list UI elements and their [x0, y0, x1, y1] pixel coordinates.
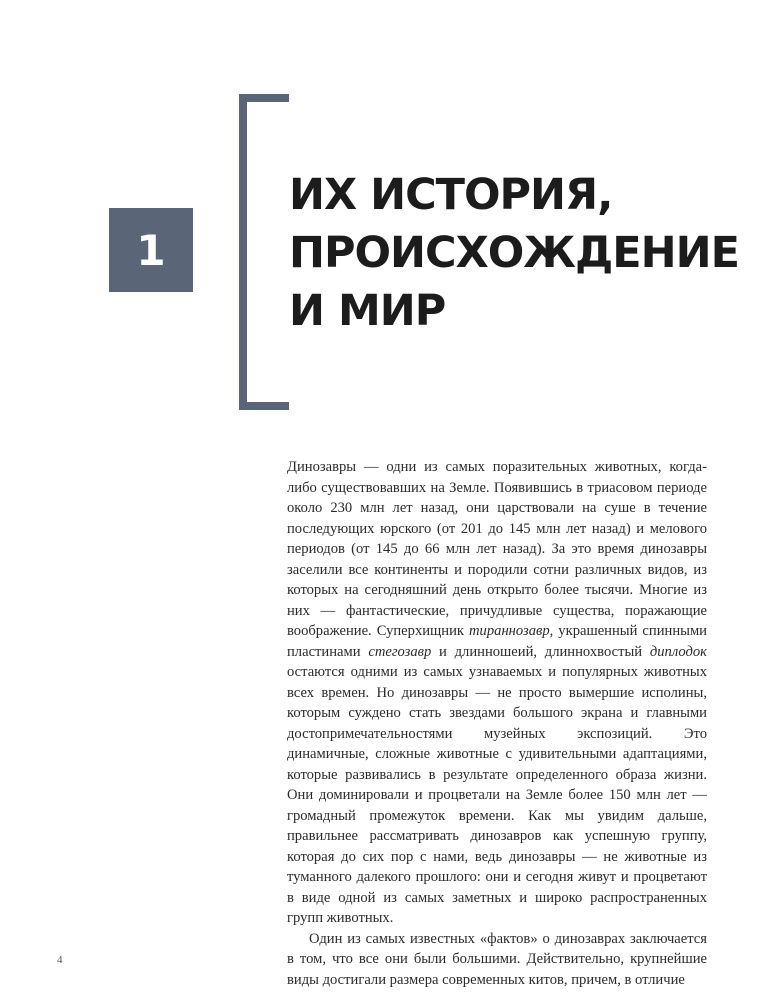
text-run: Динозавры — одни из самых поразительных животных, когда-либо существовавших на Земле. Появившись в триасовом периоде около 230 млн лет назад, они царствовали на суше в течение последующих юрского (от 201 до 145 млн лет назад) и мелового периодов (от 145 до 66 млн лет назад). За это время динозавры заселили все континенты и породили сотни различных видов, из которых на сегодняшний день открыто более тысячи. Многие из них — фантастические, причудливые существа, поражающие воображение. Суперхищник: [287, 459, 707, 639]
italic-term: стегозавр: [368, 643, 432, 660]
text-run: и длинношеий, длиннохвостый: [431, 643, 650, 660]
bracket-bottom: [239, 402, 289, 410]
bracket-top: [239, 94, 289, 102]
paragraph-1: [287, 457, 707, 929]
paragraph-2: Один из самых известных «фактов» о динозаврах заключается в том, что все они были большими. Действительно, крупнейшие виды достигали размера современных китов, причем, в отличие: [287, 930, 707, 988]
bracket-vertical: [239, 94, 247, 410]
italic-term: тираннозавр: [469, 623, 550, 639]
italic-term: диплодок: [649, 643, 707, 660]
chapter-title-line: ПРОИСХОЖДЕНИЕ: [289, 228, 739, 278]
text-run: остаются одними из самых узнаваемых и популярных животных всех времен. Но динозавры — не просто вымершие исполины, которым суждено стать звездами большого экрана и главными достопримечательностями музейных экспозиций. Это динамичные, сложные животные с удивительными адаптациями, которые развивались в результате определенного образа жизни. Они доминировали и процветали на Земле более 150 млн лет — громадный промежуток времени. Как мы увидим дальше, правильнее рассматривать динозавров как успешную группу, которая до сих пор с нами, ведь динозавры — не животные из туманного далекого прошлого: они и сегодня живут и процветают в виде одной из самых заметных и широко распространенных групп животных.: [287, 664, 707, 926]
chapter-title: [289, 166, 749, 340]
chapter-number-box: [109, 208, 193, 292]
chapter-title-line: И МИР: [289, 286, 446, 336]
chapter-number: 1: [136, 225, 166, 275]
chapter-title-line: ИХ ИСТОРИЯ,: [289, 170, 613, 220]
text-run: , украшенный спинными пластинами: [287, 623, 707, 660]
page-number: 4: [57, 954, 63, 966]
body-text: [287, 457, 707, 990]
